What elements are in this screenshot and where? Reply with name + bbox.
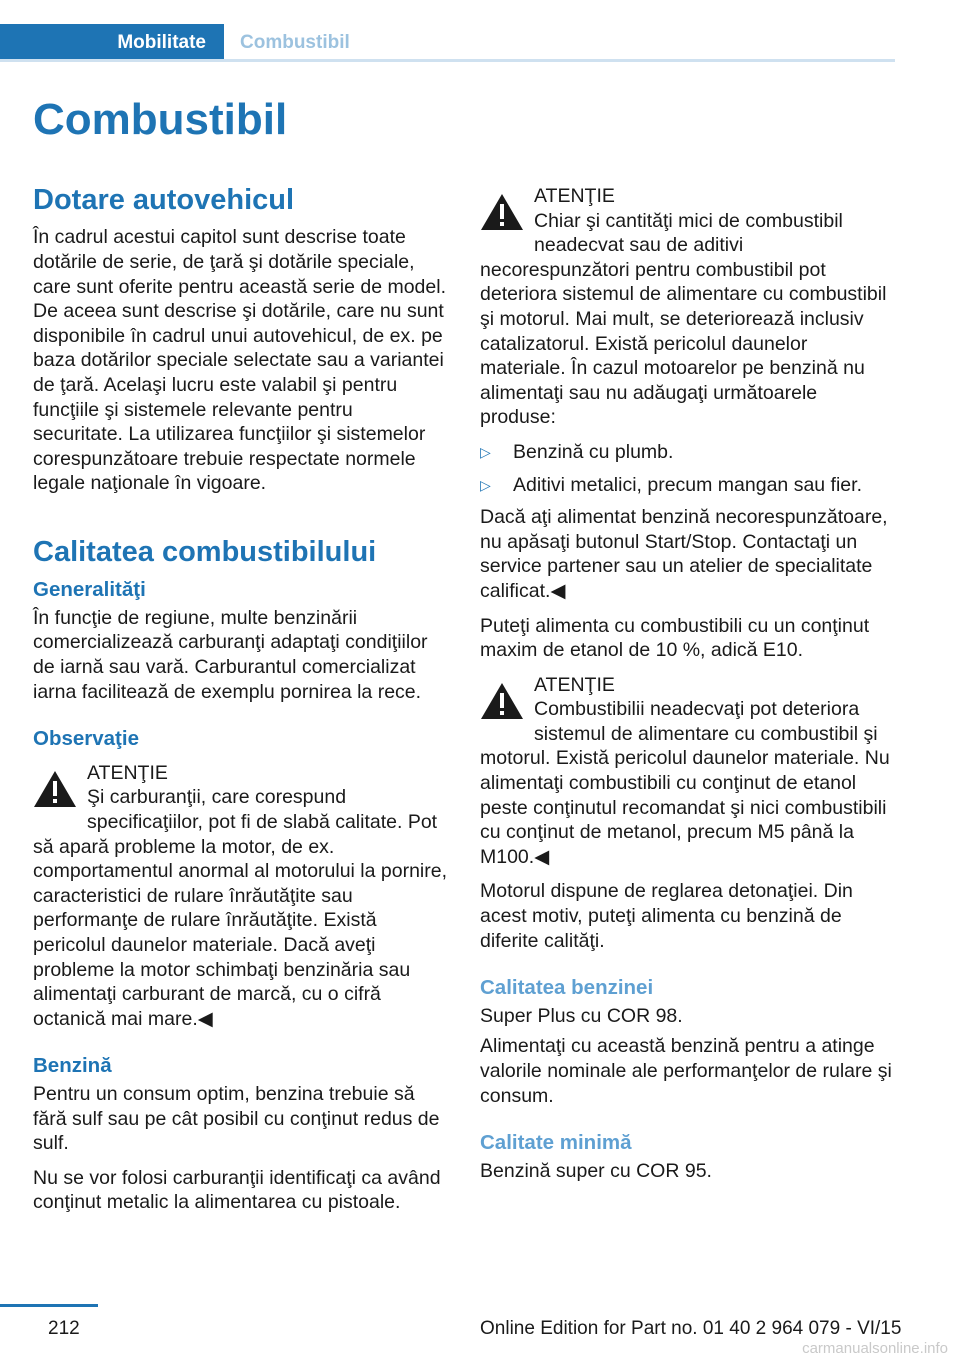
edition-text: Online Edition for Part no. 01 40 2 964 079 - VI/15 [480, 1318, 902, 1339]
paragraph-benzina-2: Nu se vor folosi carburanţii identificaţi ca având conţinut metalic la alimentarea cu pistoale. [33, 1166, 441, 1214]
warning-box [480, 184, 895, 430]
page-header [0, 24, 895, 62]
warning-label: ATENŢIE [534, 185, 615, 207]
paragraph-dotare: În cadrul acestui capitol sunt descrise toate dotările de serie, de ţară şi dotările speciale, care sunt oferite pentru această serie de model. De aceea sunt descrise şi dotările, care nu sunt disponibile în cadrul unui autovehicul, de ex. pe baza dotărilor speciale selectate sau a variantei de ţară. Acelaşi lucru este valabil şi pentru funcţiile şi sistemele relevante pentru securitate. La utilizarea funcţiilor şi sistemelor corespunzătoare trebuie respectate normele legale naţionale în vigoare. [33, 226, 446, 495]
warning-triangle-icon [480, 681, 528, 721]
chapter-tab-active[interactable]: Mobilitate [0, 24, 224, 62]
page-title: Combustibil [33, 95, 288, 144]
paragraph-benzina-1: Pentru un consum optim, benzina trebuie să fără sulf sau pe cât posibil cu conţinut redus de sulf. [33, 1083, 440, 1155]
warning-text: Combustibilii neadecvaţi pot deteriora sistemul de alimentare cu combustibil şi motorul. Există pericolul daunelor materiale. Nu alimentaţi combustibili cu conţinut de etanol peste conţinutul recomandat şi nici combustibili cu conţinut de metanol, precum M5 până la M100.◀ [480, 698, 890, 868]
subheading-calitate-minima: Calitate minimă [480, 1131, 632, 1155]
warning-text: Şi carburanţii, care corespund specificaţiilor, pot fi de slabă calitate. Pot să apară probleme la motor, de ex. comportamentul anormal al motorului la pornire, caracteristici de rulare înrăutăţite sau performanţe de rulare înrăutăţite. Există pericolul daunelor materiale. Dacă aveţi probleme la motor schimbaţi benzinăria sau alimentaţi carburant de marcă, cu o cifră octanică mai mare.◀ [33, 786, 448, 1030]
subheading-benzina: Benzină [33, 1054, 112, 1078]
warning-box [33, 761, 448, 1032]
list-item-text: Benzină cu plumb. [513, 440, 674, 463]
paragraph-cor95: Benzină super cu COR 95. [480, 1159, 712, 1182]
paragraph-start-stop: Dacă aţi alimentat benzină necorespunzătoare, nu apăsaţi butonul Start/Stop. Contactaţi un service partener sau un atelier de specialitate calificat.◀ [480, 506, 888, 602]
warning-label: ATENŢIE [534, 673, 615, 696]
header-rule [0, 59, 895, 62]
paragraph-alimentati: Alimentaţi cu această benzină pentru a atinge valorile nominale ale performanţelor de rulare şi consum. [480, 1035, 892, 1107]
paragraph-cor98: Super Plus cu COR 98. [480, 1004, 683, 1027]
right-column [480, 184, 895, 1193]
triangle-bullet-icon: ▷ [480, 443, 491, 460]
warning-text: Chiar şi cantităţi mici de combustibil neadecvat sau de aditivi necorespunzători pentru combustibil pot deteriora sistemul de alimentare cu combustibil şi motorul. Mai mult, se deteriorează inclusiv catalizatorul. Există pericolul daunelor materiale. În cazul motoarelor pe benzină nu alimentaţi sau nu adăugaţi următoarele produse: [480, 209, 887, 429]
section-heading-calitate: Calitatea combustibilului [33, 535, 377, 568]
section-tab[interactable]: Combustibil [240, 32, 350, 53]
list-item-text: Aditivi metalici, precum mangan sau fier. [513, 473, 862, 496]
subheading-generalitati: Generalităţi [33, 578, 146, 602]
paragraph-detonatie: Motorul dispune de reglarea detonaţiei. Din acest motiv, puteţi alimenta cu benzină de diferite calităţi. [480, 880, 853, 952]
page-number: 212 [48, 1318, 80, 1339]
paragraph-etanol: Puteţi alimenta cu combustibili cu un conţinut maxim de etanol de 10 %, adică E10. [480, 614, 870, 662]
subheading-observatie: Observaţie [33, 727, 139, 751]
triangle-bullet-icon: ▷ [480, 476, 491, 493]
warning-label: ATENŢIE [87, 761, 168, 784]
warning-triangle-icon [480, 192, 528, 232]
subheading-calitatea-benzinei: Calitatea benzinei [480, 976, 654, 1000]
list-item [480, 473, 895, 498]
footer-rule [0, 1304, 98, 1307]
section-heading-dotare: Dotare autovehicul [33, 184, 295, 216]
list-item [480, 440, 895, 465]
paragraph-generalitati: În funcţie de regiune, multe benzinării comercializează carburanţi adaptaţi condiţiilor de iarnă sau vară. Carburantul comercializat iarna facilitează de exemplu pornirea la rece. [33, 606, 428, 703]
warning-box [480, 673, 895, 870]
watermark: carmanualsonline.info [802, 1340, 948, 1357]
bullet-list [480, 440, 895, 497]
left-column [33, 184, 448, 1225]
warning-triangle-icon [33, 769, 81, 809]
